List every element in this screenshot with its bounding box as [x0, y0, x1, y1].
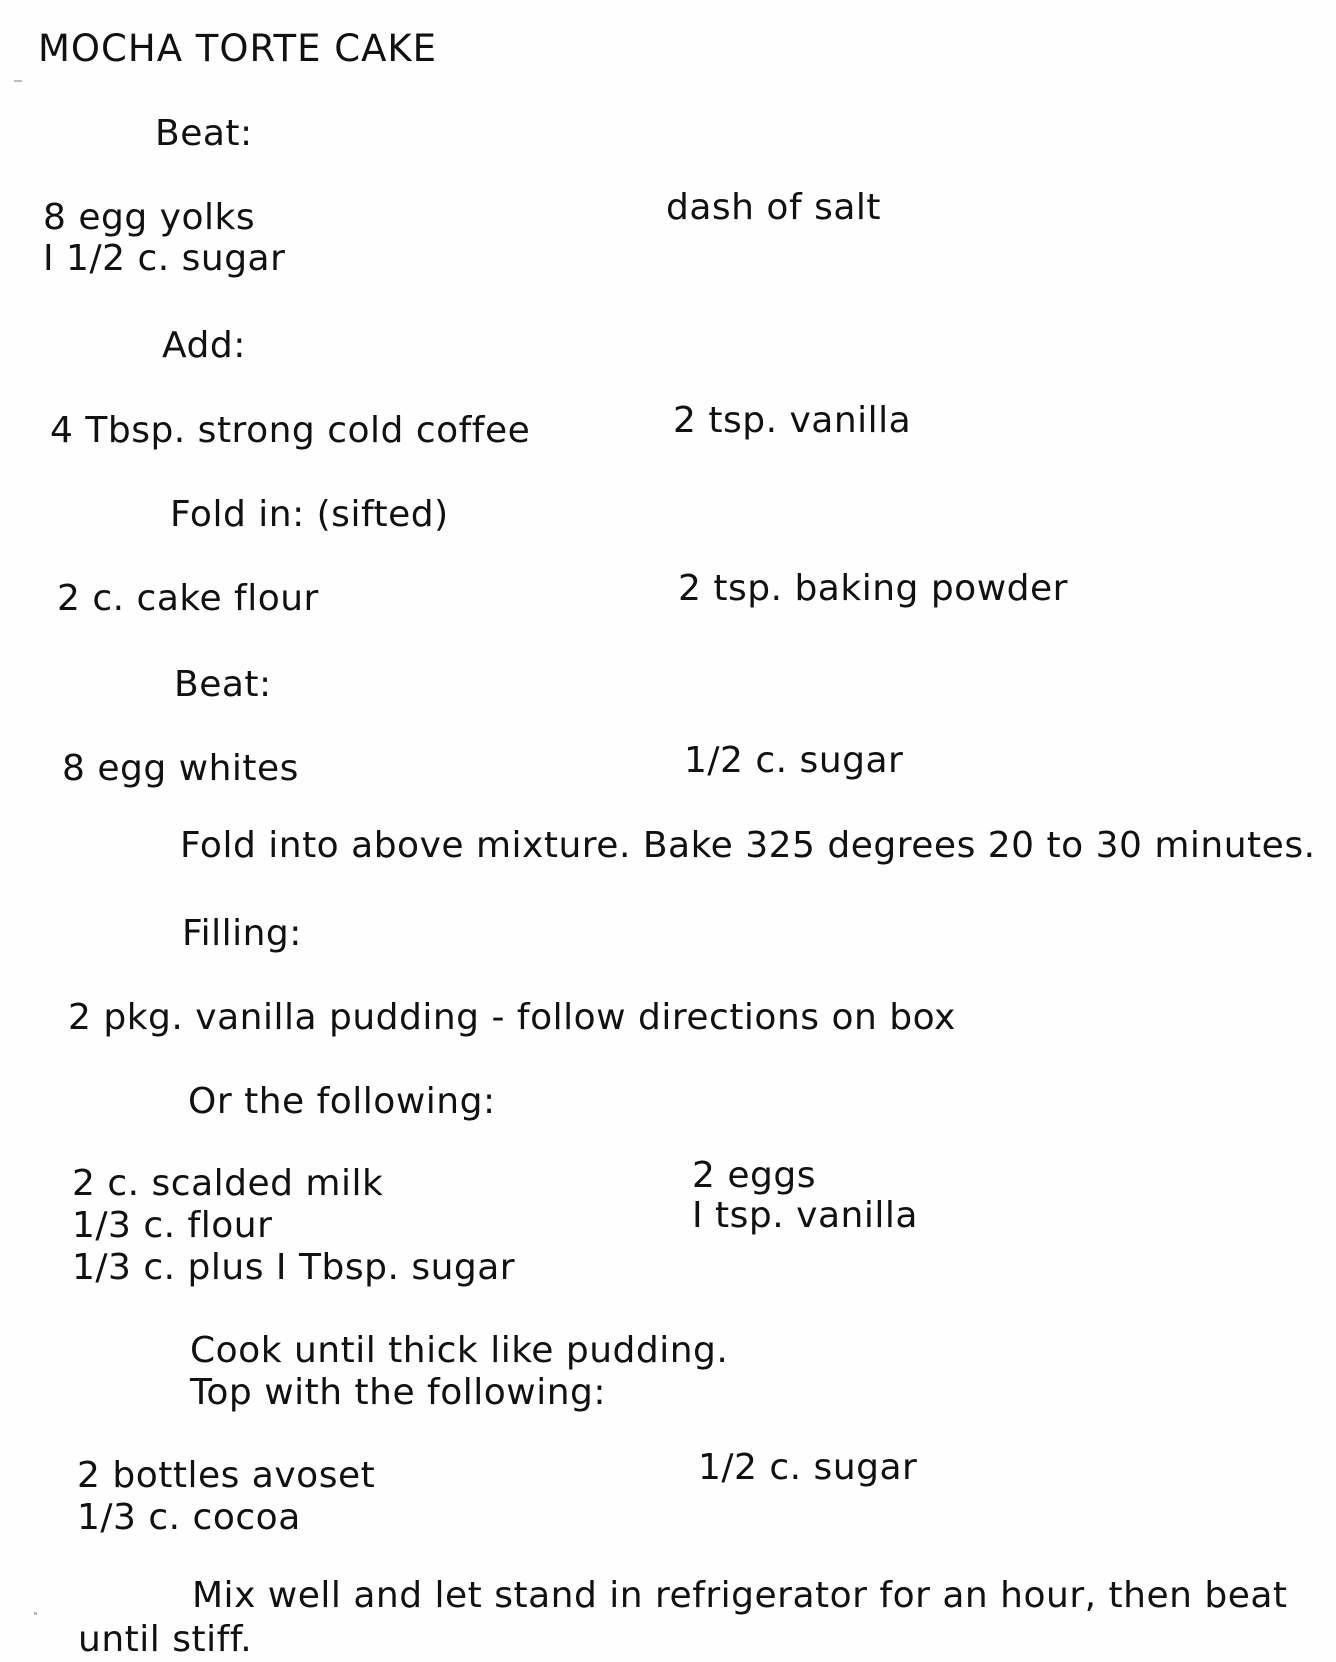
ingredient-cake-flour: 2 c. cake flour [57, 578, 319, 619]
ingredient-salt: dash of salt [666, 187, 882, 228]
pudding-line: 2 pkg. vanilla pudding - follow directions on box [68, 997, 956, 1038]
ingredient-eggs: 2 eggs [692, 1155, 816, 1196]
filling-heading: Filling: [182, 913, 302, 954]
ingredient-vanilla-1tsp: I tsp. vanilla [692, 1195, 918, 1236]
final-instruction-line-2: until stiff. [78, 1619, 253, 1660]
section-heading-fold-in: Fold in: (sifted) [170, 494, 449, 535]
scan-speck [34, 1612, 37, 1615]
ingredient-sugar-third-c: 1/3 c. plus I Tbsp. sugar [72, 1247, 516, 1288]
ingredient-sugar-1-5c: I 1/2 c. sugar [43, 238, 286, 279]
bake-instruction: Fold into above mixture. Bake 325 degrees 20 to 30 minutes. [180, 825, 1316, 866]
final-instruction-line-1: Mix well and let stand in refrigerator for an hour, then beat [192, 1575, 1288, 1616]
ingredient-sugar-topping: 1/2 c. sugar [698, 1447, 918, 1488]
section-heading-add: Add: [162, 325, 246, 366]
cook-instruction: Cook until thick like pudding. [190, 1330, 729, 1371]
top-instruction: Top with the following: [190, 1372, 607, 1413]
section-heading-beat-whites: Beat: [174, 664, 272, 705]
ingredient-coffee: 4 Tbsp. strong cold coffee [50, 410, 531, 451]
section-heading-beat-yolks: Beat: [155, 113, 253, 154]
ingredient-cocoa: 1/3 c. cocoa [77, 1497, 301, 1538]
recipe-title: MOCHA TORTE CAKE [38, 27, 438, 70]
ingredient-flour-third-c: 1/3 c. flour [72, 1205, 273, 1246]
ingredient-sugar-half-c: 1/2 c. sugar [684, 740, 904, 781]
ingredient-egg-whites: 8 egg whites [62, 748, 299, 789]
ingredient-scalded-milk: 2 c. scalded milk [72, 1163, 384, 1204]
ingredient-vanilla-2tsp: 2 tsp. vanilla [673, 400, 912, 441]
scan-speck [14, 80, 22, 82]
ingredient-avoset: 2 bottles avoset [77, 1455, 376, 1496]
ingredient-baking-powder: 2 tsp. baking powder [678, 568, 1068, 609]
ingredient-egg-yolks: 8 egg yolks [43, 197, 256, 238]
alternative-heading: Or the following: [188, 1081, 496, 1122]
